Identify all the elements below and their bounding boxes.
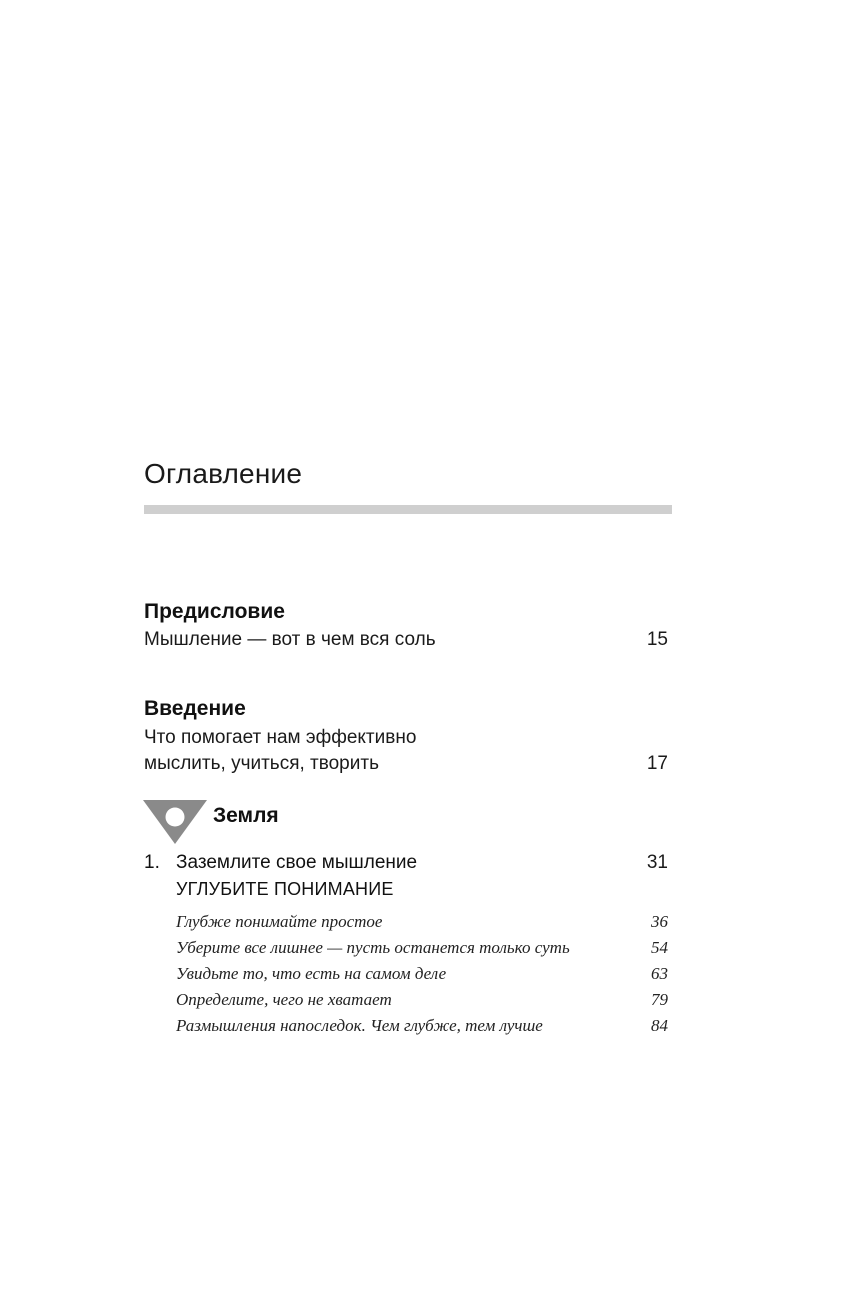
part-heading: Земля xyxy=(213,804,279,827)
list-item-page: 79 xyxy=(651,990,668,1009)
list-item-page: 63 xyxy=(651,964,668,983)
list-item[interactable]: Глубже понимайте простое xyxy=(176,912,383,931)
chapter-subtitle: УГЛУБИТЕ ПОНИМАНИЕ xyxy=(176,879,394,899)
introduction-entry-line2[interactable]: мыслить, учиться, творить xyxy=(144,753,379,774)
list-item[interactable]: Определите, чего не хватает xyxy=(176,990,392,1009)
list-item-page: 84 xyxy=(651,1016,668,1035)
preface-entry[interactable]: Мышление — вот в чем вся соль xyxy=(144,629,436,650)
chapter-page-number: 31 xyxy=(646,852,668,873)
list-item-page: 36 xyxy=(651,912,668,931)
preface-page-number: 15 xyxy=(646,629,668,650)
chapter-number: 1. xyxy=(144,852,160,873)
chapter-title[interactable]: Заземлите свое мышление xyxy=(176,852,418,873)
introduction-page-number: 17 xyxy=(646,753,668,774)
list-item-page: 54 xyxy=(651,938,668,957)
introduction-entry-line1[interactable]: Что помогает нам эффективно xyxy=(144,727,417,748)
list-item[interactable]: Увидьте то, что есть на самом деле xyxy=(176,964,447,983)
title-divider xyxy=(144,505,672,514)
page-title: Оглавление xyxy=(144,458,303,489)
introduction-heading: Введение xyxy=(144,697,246,720)
earth-triangle-icon xyxy=(143,800,207,844)
list-item[interactable]: Уберите все лишнее — пусть останется только суть xyxy=(176,938,570,957)
preface-heading: Предисловие xyxy=(144,600,285,623)
list-item[interactable]: Размышления напоследок. Чем глубже, тем лучше xyxy=(176,1016,543,1035)
